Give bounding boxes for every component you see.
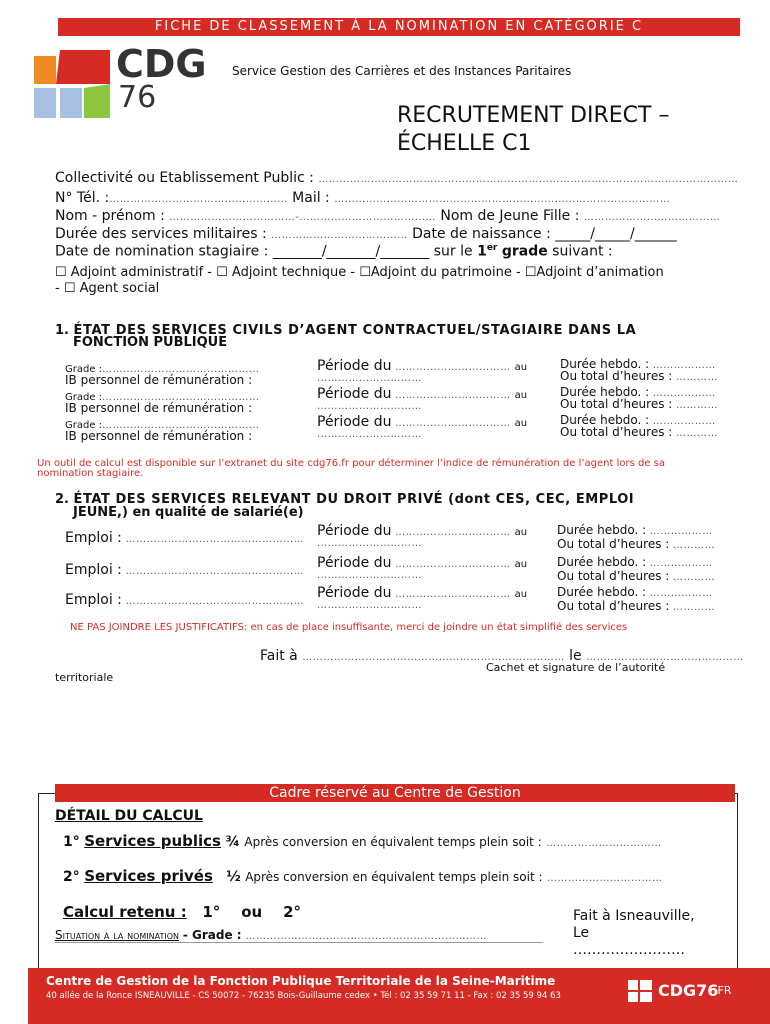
grade-sup: er — [486, 243, 498, 253]
grade-options-line-1[interactable]: ☐ Adjoint administratif - ☐ Adjoint technique - ☐Adjoint du patrimoine - ☐Adjoint d’animation — [55, 265, 664, 280]
fait-a-row[interactable]: Fait à ………………………………………………………………… le ……………………………………… — [260, 648, 744, 664]
s1-grade-label: Grade : — [65, 364, 103, 375]
s2-duree-row[interactable]: Durée hebdo. : ……………… — [557, 585, 713, 599]
detail-calcul-title: DÉTAIL DU CALCUL — [55, 808, 203, 824]
footer-logo-text: CDG76 — [658, 981, 719, 1000]
s1-total-label: Ou total d’heures : — [560, 425, 673, 439]
nom-jeune-fille-label: Nom de Jeune Fille : — [440, 208, 580, 224]
s2-periode-row[interactable]: Période du …………………………… au — [317, 523, 528, 539]
section2-title-2: JEUNE,) en qualité de salarié(e) — [73, 505, 304, 520]
s1-periode-label: Période du — [317, 414, 392, 430]
s1-periode-row[interactable]: Période du …………………………… au — [317, 358, 528, 374]
l2-frac: ½ — [226, 869, 241, 885]
calcul-retenu-row[interactable] — [63, 903, 301, 921]
footer — [28, 968, 770, 1024]
s2-au-label: au — [514, 527, 528, 538]
choice-2[interactable]: 2° — [283, 903, 302, 921]
s1-total-label: Ou total d’heures : — [560, 397, 673, 411]
s1-grade-row[interactable]: Grade :……………………………………… — [65, 364, 260, 375]
le-label: le — [569, 648, 582, 664]
tel-mail-row[interactable]: N° Tél. :…………………………………………… Mail : …………………………………………………………………………………… — [55, 190, 671, 206]
s1-duree-row[interactable]: Durée hebdo. : ……………… — [560, 357, 716, 371]
l1-frac: ¾ — [225, 834, 240, 850]
fait-a-label: Fait à — [260, 648, 298, 664]
services-prives-row[interactable]: 2° Services privés ½ Après conversion en équivalent temps plein soit : …………………………… — [63, 867, 663, 885]
calcul-retenu-label: Calcul retenu : — [63, 903, 187, 921]
nom-row[interactable]: Nom - prénom : ………………………………-………………………………… Nom de Jeune Fille : ………………………………… — [55, 208, 721, 224]
title-line-1: RECRUTEMENT DIRECT – — [397, 103, 670, 128]
s1-ib-row[interactable] — [65, 373, 252, 387]
mail-label: Mail : — [292, 190, 330, 206]
grade-label: - Grade : — [182, 928, 242, 942]
section2-title-1: ÉTAT DES SERVICES RELEVANT DU DROIT PRIVÉ (dont CES, CEC, EMPLOI — [73, 492, 635, 507]
s2-total-label: Ou total d’heures : — [557, 537, 670, 551]
s2-periode-row[interactable]: Période du …………………………… au — [317, 555, 528, 571]
choice-ou: ou — [241, 903, 263, 921]
nomination-row[interactable] — [55, 243, 613, 260]
title-line-2: ÉCHELLE C1 — [397, 131, 532, 156]
services-militaires-label: Durée des services militaires : — [55, 226, 267, 242]
footer-logo-suffix: .FR — [714, 984, 732, 997]
grade-options-line-2[interactable]: - ☐ Agent social — [55, 281, 160, 296]
footer-org: Centre de Gestion de la Fonction Publique Territoriale de la Seine-Maritime — [46, 974, 556, 988]
tel-label: N° Tél. : — [55, 190, 110, 206]
s2-duree-row[interactable]: Durée hebdo. : ……………… — [557, 523, 713, 537]
s1-total-row[interactable]: Ou total d’heures : ………… — [560, 425, 718, 439]
s2-emploi-label: Emploi : — [65, 530, 122, 546]
s2-total-label: Ou total d’heures : — [557, 569, 670, 583]
s2-emploi-row[interactable]: Emploi : …………………………………………… — [65, 592, 305, 608]
militaire-row[interactable]: Durée des services militaires : ………………………………… Date de naissance : _____/_____/______ — [55, 226, 677, 242]
s1-ib-label: IB personnel de rémunération : — [65, 429, 253, 443]
s2-periode-row[interactable]: Période du …………………………… au — [317, 585, 528, 601]
s1-duree-row[interactable]: Durée hebdo. : ……………… — [560, 413, 716, 427]
footer-logo-icon — [628, 980, 652, 1002]
s1-grade-row[interactable]: Grade :……………………………………… — [65, 392, 260, 403]
s1-au-label: au — [514, 418, 528, 429]
s1-total-row[interactable]: Ou total d’heures : ………… — [560, 369, 718, 383]
s2-periode-label: Période du — [317, 555, 392, 571]
s1-duree-label: Durée hebdo. : — [560, 385, 650, 399]
s1-au-label: au — [514, 362, 528, 373]
s2-duree-label: Durée hebdo. : — [557, 585, 647, 599]
s2-emploi-row[interactable]: Emploi : …………………………………………… — [65, 530, 305, 546]
fait-line-3: …………………… — [573, 942, 685, 958]
s1-grade-label: Grade : — [65, 420, 103, 431]
fait-line-1: Fait à Isneauville, — [573, 908, 695, 924]
s1-duree-row[interactable]: Durée hebdo. : ……………… — [560, 385, 716, 399]
fait-line-2: Le — [573, 925, 590, 941]
s2-total-label: Ou total d’heures : — [557, 599, 670, 613]
situation-row[interactable]: Situation à la nomination - Grade : …………………………………………………………… — [55, 928, 543, 943]
cachet-label: Cachet et signature de l’autorité — [486, 661, 666, 674]
s2-au-label: au — [514, 559, 528, 570]
service-name: Service Gestion des Carrières et des Instances Paritaires — [232, 64, 572, 78]
grade-prefix: sur le — [433, 243, 473, 260]
grade-suffix: suivant : — [552, 243, 613, 260]
cadre-title-band: Cadre réservé au Centre de Gestion — [55, 784, 735, 802]
l1-text: Après conversion en équivalent temps plein soit : — [244, 835, 542, 849]
s1-ib-label: IB personnel de rémunération : — [65, 373, 253, 387]
s1-periode-label: Période du — [317, 386, 392, 402]
s1-au-label: au — [514, 390, 528, 401]
s1-total-row[interactable]: Ou total d’heures : ………… — [560, 397, 718, 411]
l2-num: 2° — [63, 869, 80, 885]
collectivite-row[interactable]: Collectivité ou Etablissement Public : ………………………………………………………………………………………………………… — [55, 170, 739, 186]
footer-address: 40 allée de la Ronce ISNEAUVILLE - CS 50072 - 76235 Bois-Guillaume cedex • Tél : 02 35 59 71 11 - Fax : 02 35 59 94 63 — [46, 991, 561, 1001]
section2-number: 2. — [55, 492, 69, 507]
s1-grade-label: Grade : — [65, 392, 103, 403]
section1-title-1: ÉTAT DES SERVICES CIVILS D’AGENT CONTRACTUEL/STAGIAIRE DANS LA — [73, 323, 637, 338]
s2-emploi-label: Emploi : — [65, 562, 122, 578]
page-title — [397, 102, 669, 158]
s1-duree-label: Durée hebdo. : — [560, 413, 650, 427]
s1-total-label: Ou total d’heures : — [560, 369, 673, 383]
s1-duree-label: Durée hebdo. : — [560, 357, 650, 371]
grade-word: grade — [501, 243, 548, 260]
services-publics-label: Services publics — [84, 832, 221, 850]
section1-title-2: FONCTION PUBLIQUE — [73, 335, 228, 350]
nom-label: Nom - prénom : — [55, 208, 165, 224]
naissance-label: Date de naissance : — [412, 226, 551, 242]
s2-emploi-row[interactable]: Emploi : …………………………………………… — [65, 562, 305, 578]
calc-note-1: Un outil de calcul est disponible sur l’extranet du site cdg76.fr pour déterminer l’indice de rémunération de l’agent lors de sa — [37, 458, 666, 469]
s2-total-row[interactable]: Ou total d’heures : ………… — [557, 569, 715, 583]
date-nomination-label: Date de nomination stagiaire : — [55, 243, 269, 260]
fait-isneauville — [573, 908, 695, 959]
l2-text: Après conversion en équivalent temps plein soit : — [245, 870, 543, 884]
territoriale-label: territoriale — [55, 671, 114, 684]
choice-1[interactable]: 1° — [202, 903, 221, 921]
section1-number: 1. — [55, 323, 69, 338]
s2-duree-row[interactable]: Durée hebdo. : ……………… — [557, 555, 713, 569]
grade-one: 1 — [477, 243, 487, 260]
s2-au-label: au — [514, 589, 528, 600]
justificatifs-note: NE PAS JOINDRE LES JUSTIFICATIFS: en cas de place insuffisante, merci de joindre un état simplifié des services — [70, 622, 628, 633]
s1-ib-label: IB personnel de rémunération : — [65, 401, 253, 415]
nomination-slashes: _______/_______/_______ — [272, 243, 430, 260]
situation-label: Situation à la nomination — [55, 928, 180, 942]
s1-periode-row[interactable]: Période du …………………………… au — [317, 414, 528, 430]
form-title-band: FICHE DE CLASSEMENT À LA NOMINATION EN CATÉGORIE C — [58, 18, 740, 36]
footer-logo — [628, 980, 732, 1006]
naissance-slashes: _____/_____/______ — [555, 226, 677, 242]
logo-number: 76 — [118, 80, 157, 115]
services-publics-row[interactable]: 1° Services publics ¾ Après conversion en équivalent temps plein soit : …………………………… — [63, 832, 662, 850]
s2-duree-label: Durée hebdo. : — [557, 523, 647, 537]
s2-duree-label: Durée hebdo. : — [557, 555, 647, 569]
s2-periode-label: Période du — [317, 523, 392, 539]
logo-text: CDG — [116, 42, 207, 86]
s2-total-row[interactable]: Ou total d’heures : ………… — [557, 599, 715, 613]
services-prives-label: Services privés — [84, 867, 213, 885]
s1-ib-row[interactable] — [65, 401, 252, 415]
s2-total-row[interactable]: Ou total d’heures : ………… — [557, 537, 715, 551]
s1-grade-row[interactable]: Grade :……………………………………… — [65, 420, 260, 431]
l1-num: 1° — [63, 834, 80, 850]
s1-ib-row[interactable] — [65, 429, 252, 443]
s2-emploi-label: Emploi : — [65, 592, 122, 608]
calc-note-2: nomination stagiaire. — [37, 468, 144, 479]
collectivite-label: Collectivité ou Etablissement Public : — [55, 170, 314, 186]
s2-periode-label: Période du — [317, 585, 392, 601]
s1-periode-label: Période du — [317, 358, 392, 374]
cdg76-logo — [32, 42, 212, 120]
s1-periode-row[interactable]: Période du …………………………… au — [317, 386, 528, 402]
